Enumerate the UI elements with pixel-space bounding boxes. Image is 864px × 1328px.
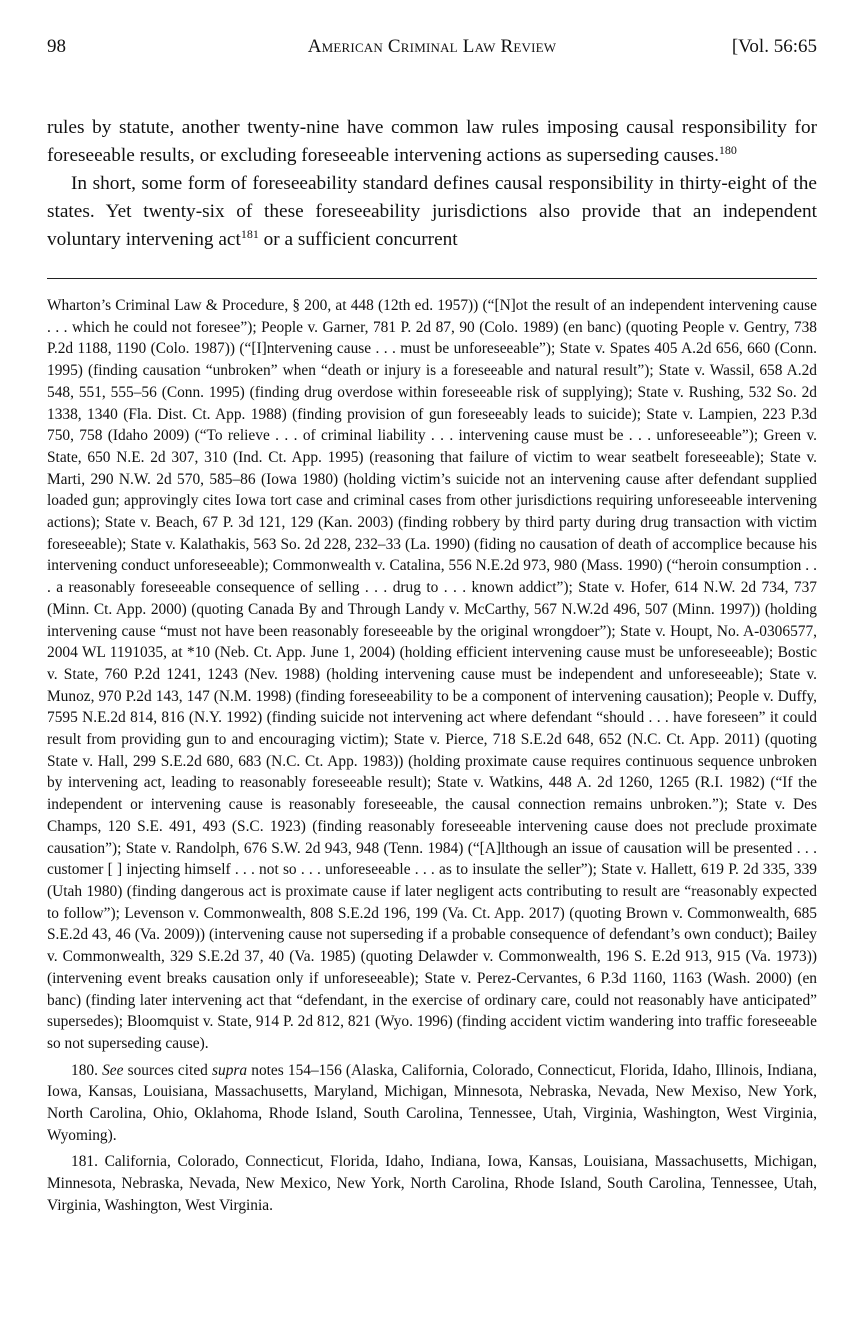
footnotes: [47, 295, 817, 1217]
page-number: 98: [47, 36, 66, 57]
signal-see: See: [102, 1061, 124, 1079]
footnote-continued: Wharton’s Criminal Law & Procedure, § 200, at 448 (12th ed. 1957)) (“[N]ot the result of an independent intervening cause . . . which he could not foresee”); People v. Garner, 781 P. 2d 87, 90 (Colo. 1989) (en banc) (quoting People v. Gentry, 738 P.2d 1188, 1190 (Colo. 1987)) (“[I]ntervening cause . . . must be unforeseeable”); State v. Spates 405 A.2d 656, 660 (Conn. 1995) (finding causation “unbroken” when “death or injury is a foreseeable and natural result”); State v. Wassil, 658 A.2d 548, 551, 555–56 (Conn. 1995) (finding drug overdose within foreseeable risk of supplying); State v. Rushing, 532 So. 2d 1338, 1340 (Fla. Dist. Ct. App. 1988) (finding provision of gun foreseeably leads to suicide); State v. Lampien, 223 P.3d 750, 758 (Idaho 2009) (“To relieve . . . of criminal liability . . . intervening cause must be . . . unforeseeable”); Green v. State, 650 N.E. 2d 307, 310 (Ind. Ct. App. 1995) (reasoning that failure of victim to wear seatbelt foreseeable); State v. Marti, 290 N.W. 2d 570, 585–86 (Iowa 1980) (holding victim’s suicide not an intervening cause after defendant supplied loaded gun; approvingly cites Iowa tort case and criminal cases from other jurisdictions requiring unforeseeable intervening actions); State v. Beach, 67 P. 3d 121, 129 (Kan. 2003) (finding robbery by third party during drug transaction with victim foreseeable); State v. Kalathakis, 563 So. 2d 228, 232–33 (La. 1990) (fiding no causation of death of accomplice because his intervening conduct unforeseeable); Commonwealth v. Catalina, 556 N.E.2d 973, 980 (Mass. 1990) (“heroin consumption . . . a reasonably foreseeable consequence of selling . . . drug to . . . known addict”); State v. Hofer, 614 N.W. 2d 734, 737 (Minn. Ct. App. 2000) (quoting Canada By and Through Landy v. McCarthy, 567 N.W.2d 496, 507 (Minn. 1997)) (holding intervening cause “must not have been reasonably foreseeable by the original wrongdoer”); State v. Houpt, No. A-0306577, 2004 WL 1191035, at *10 (Neb. Ct. App. June 1, 2004) (holding efficient intervening cause must be unforeseeable); Bostic v. State, 760 P.2d 1241, 1243 (Nev. 1988) (holding intervening cause must be independent and unforeseeable); State v. Munoz, 970 P.2d 143, 147 (N.M. 1998) (finding foreseeability to be a component of intervening causation); People v. Duffy, 7595 N.E.2d 814, 816 (N.Y. 1992) (finding suicide not intervening act where defendant “should . . . have foreseen” it could result from providing gun to and encouraging victim); State v. Pierce, 718 S.E.2d 648, 652 (N.C. Ct. App. 2011) (quoting State v. Hall, 299 S.E.2d 680, 683 (N.C. Ct. App. 1983)) (holding proximate cause requires continuous sequence unbroken by intervening act, leading to reasonably foreseeable result); State v. Watkins, 448 A. 2d 1260, 1265 (R.I. 1982) (“If the independent or intervening cause is reasonably foreseeable, the causal connection remains unbroken.”); State v. Des Champs, 120 S.E. 491, 493 (S.C. 1923) (finding reasonably foreseeable intervening cause does not preclude proximate causation”); State v. Randolph, 676 S.W. 2d 943, 948 (Tenn. 1984) (“[A]lthough an issue of causation will be presented . . . customer [ ] injecting himself . . . not so . . . unforeseeable . . . as to insulate the seller”); State v. Hallett, 619 P. 2d 335, 339 (Utah 1980) (finding dangerous act is proximate cause if later negligent acts contributing to result are “reasonably expected to follow”); Levenson v. Commonwealth, 808 S.E.2d 196, 199 (Va. Ct. App. 2017) (quoting Brown v. Commonwealth, 685 S.E.2d 43, 46 (Va. 2009)) (intervening cause not superseding if a probable consequence of defendant’s own conduct); Bailey v. Commonwealth, 329 S.E.2d 37, 40 (Va. 1985) (quoting Delawder v. Commonwealth, 196 S. E.2d 913, 915 (Va. 1973)) (intervening event breaks causation only if unforeseeable); State v. Perez-Cervantes, 6 P.3d 1160, 1163 (Wash. 2000) (en banc) (finding later intervening act that “defendant, in the exercise of ordinary care, could not reasonably have anticipated” supersedes); Bloomquist v. State, 914 P. 2d 812, 821 (Wyo. 1996) (finding accident victim wandering into traffic foreseeable so not superseding cause).: [47, 297, 817, 1052]
paragraph-text: rules by statute, another twenty-nine have common law rules imposing causal responsibility for foreseeable results, or excluding foreseeable intervening actions as superseding causes.: [47, 117, 817, 166]
footnote-number: 180.: [71, 1061, 103, 1079]
footnote-180: [47, 1060, 817, 1147]
paragraph-text: or a sufficient concurrent: [258, 229, 458, 250]
volume-label: [Vol. 56:65: [731, 36, 817, 57]
page: [47, 0, 817, 1217]
footnote-ref-180[interactable]: 180: [718, 143, 737, 157]
signal-supra: supra: [212, 1061, 248, 1079]
journal-title: American Criminal Law Review: [307, 36, 557, 57]
paragraph: [47, 170, 817, 254]
main-text: [47, 114, 817, 254]
footnote-ref-181[interactable]: 181: [240, 227, 259, 241]
footnote-text: notes 154–156 (Alaska, California, Colorado, Connecticut, Florida, Idaho, Illinois, Indiana, Iowa, Kansas, Louisiana, Massachusetts, Maryland, Michigan, Minnesota, Nebraska, Nevada, New Mexiso, New York, North Carolina, Ohio, Oklahoma, Rhode Island, South Carolina, Tennessee, Utah, Virginia, Washington, West Virginia, Wyoming).: [47, 1061, 817, 1144]
footnote-181: 181. California, Colorado, Connecticut, Florida, Idaho, Indiana, Iowa, Kansas, Louisiana, Massachusetts, Michigan, Minnesota, Nebraska, Nevada, New Mexico, New York, North Carolina, Rhode Island, South Carolina, Tennessee, Utah, Virginia, Washington, West Virginia.: [47, 1153, 817, 1214]
running-header: [47, 0, 817, 74]
paragraph-text: In short, some form of foreseeability standard defines causal responsibility in thirty-eight of the states. Yet twenty-six of these foreseeability jurisdictions also provide that an independent voluntary intervening act: [47, 173, 817, 250]
footnote-divider: [47, 278, 817, 279]
footnote-text: sources cited: [123, 1061, 213, 1079]
paragraph-continued: [47, 114, 817, 170]
